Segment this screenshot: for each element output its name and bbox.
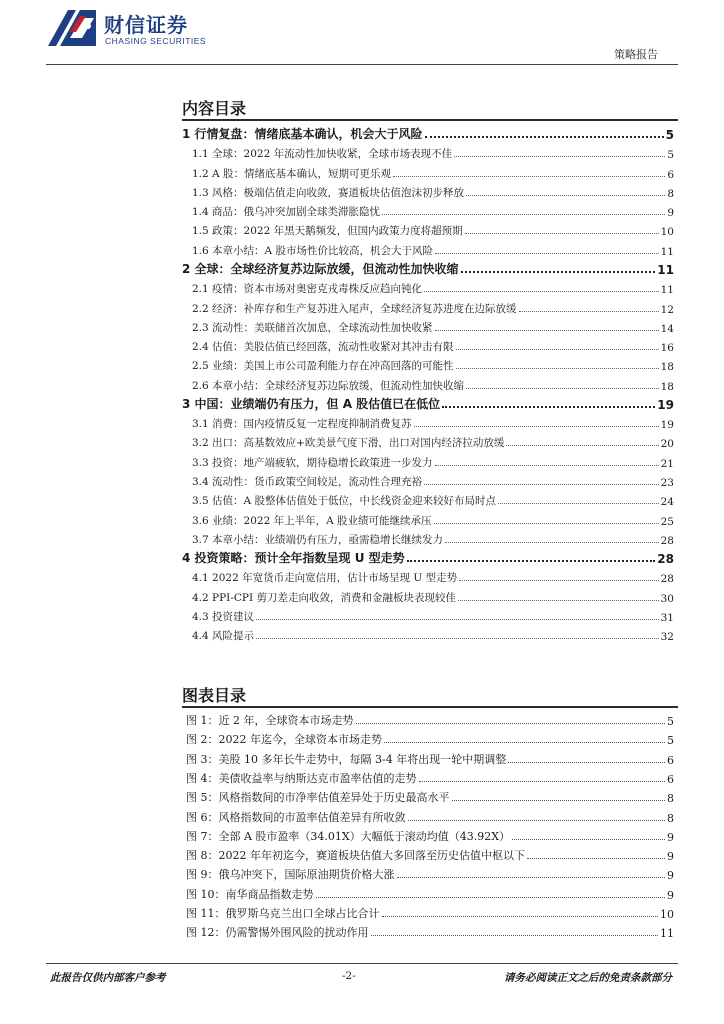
toc-entry-page: 21: [660, 457, 674, 470]
toc-section-entry[interactable]: [182, 182, 674, 200]
figure-entry-page: 9: [667, 830, 674, 844]
toc-entry-text: 3.7 本章小结：业绩端仍有压力，亟需稳增长继续发力: [192, 533, 444, 546]
figure-leader-dots: [397, 877, 666, 878]
figure-entry[interactable]: [186, 768, 674, 786]
page-number: -2-: [342, 970, 356, 982]
toc-entry-text: 2.5 业绩：美国上市公司盈利能力存在冲高回落的可能性: [192, 360, 454, 373]
toc-leader-dots: [498, 503, 659, 504]
toc-section-entry[interactable]: [182, 220, 674, 238]
company-name-cn: 财信证券: [104, 13, 188, 37]
toc-entry-text: 3.1 消费：国内疫情反复一定程度抑制消费复苏: [192, 418, 412, 431]
toc-entry-text: 4.2 PPI-CPI 剪刀差走向收敛，消费和金融板块表现较佳: [192, 591, 456, 604]
figure-entry[interactable]: [186, 864, 674, 882]
figure-leader-dots: [512, 839, 665, 840]
toc-chapter-entry[interactable]: [182, 259, 674, 277]
figure-leader-dots: [371, 935, 659, 936]
toc-entry-text: 3.3 投资：地产端疲软，期待稳增长政策进一步发力: [192, 456, 433, 469]
toc-section-entry[interactable]: [182, 587, 674, 605]
figures-title: 图表目录: [182, 686, 247, 705]
toc-chapter-entry[interactable]: [182, 394, 674, 412]
toc-leader-dots: [435, 330, 659, 331]
toc-entry-page: 12: [660, 303, 674, 316]
toc-entry-text: 2.1 疫情：资本市场对奥密克戎毒株反应趋向钝化: [192, 283, 423, 296]
toc-section-entry[interactable]: [182, 375, 674, 393]
toc-entry-page: 19: [657, 397, 674, 412]
toc-leader-dots: [519, 311, 659, 312]
toc-entry-page: 10: [660, 226, 674, 239]
toc-entry-text: 1.6 本章小结：A 股市场性价比较高，机会大于风险: [192, 244, 433, 257]
figure-entry[interactable]: [186, 749, 674, 767]
report-type-label: 策略报告: [614, 48, 658, 61]
figures-title-divider: [182, 706, 678, 708]
figure-entry-text: 图 10：南华商品指数走势: [186, 887, 314, 901]
toc-entry-page: 20: [660, 438, 674, 451]
chasing-securities-logo-icon: [46, 8, 98, 48]
toc-entry-page: 8: [667, 187, 674, 200]
toc-entry-page: 11: [660, 245, 674, 258]
figure-entry-page: 11: [660, 927, 674, 941]
page-header: [0, 0, 724, 70]
figure-leader-dots: [384, 742, 665, 743]
toc-leader-dots: [445, 542, 659, 543]
toc-entry-text: 2.4 估值：美股估值已经回落，流动性收紧对其冲击有限: [192, 341, 454, 354]
toc-leader-dots: [424, 291, 659, 292]
figure-leader-dots: [527, 858, 665, 859]
toc-leader-dots: [256, 619, 659, 620]
header-divider: [46, 64, 678, 65]
toc-entry-text: 1.2 A 股：情绪底基本确认，短期可更乐观: [192, 167, 391, 180]
toc-entry-text: 3.6 业绩：2022 年上半年，A 股业绩可能继续承压: [192, 514, 432, 527]
toc-section-entry[interactable]: [182, 413, 674, 431]
toc-entry-page: 9: [667, 207, 674, 220]
figure-leader-dots: [452, 800, 666, 801]
toc-leader-dots: [459, 580, 659, 581]
toc-section-entry[interactable]: [182, 317, 674, 335]
toc-entry-page: 31: [660, 612, 674, 624]
figure-entry-page: 8: [667, 792, 674, 806]
toc-entry-text: 2.2 经济：补库存和生产复苏进入尾声，全球经济复苏进度在边际放缓: [192, 302, 517, 315]
toc-leader-dots: [393, 176, 665, 177]
figure-entry-text: 图 5：风格指数间的市净率估值差异处于历史最高水平: [186, 791, 450, 805]
figure-entry[interactable]: [186, 845, 674, 863]
toc-leader-dots: [456, 368, 659, 369]
toc-section-entry[interactable]: [182, 336, 674, 354]
toc-leader-dots: [425, 136, 664, 138]
figure-leader-dots: [408, 820, 666, 821]
figure-entry[interactable]: [186, 884, 674, 902]
toc-section-entry[interactable]: [182, 278, 674, 296]
toc-entry-page: 19: [660, 419, 674, 432]
toc-entry-text: 4.3 投资建议: [192, 611, 255, 623]
toc-section-entry[interactable]: [182, 490, 674, 508]
figure-entry-text: 图 7：全部 A 股市盈率（34.01X）大幅低于滚动均值（43.92X）: [186, 829, 511, 843]
toc-leader-dots: [435, 465, 659, 466]
toc-leader-dots: [456, 349, 659, 350]
figure-entry[interactable]: [186, 807, 674, 825]
toc-section-entry[interactable]: [182, 240, 674, 258]
figure-entry[interactable]: [186, 922, 674, 940]
toc-section-entry[interactable]: [182, 143, 674, 161]
toc-entry-page: 11: [657, 262, 674, 277]
footer-notice: 请务必阅读正文之后的免责条款部分: [504, 972, 672, 984]
toc-entry-page: 6: [667, 168, 674, 181]
figure-entry-text: 图 1：近 2 年，全球资本市场走势: [186, 714, 354, 727]
toc-entry-page: 14: [660, 322, 674, 335]
toc-entry-page: 24: [660, 496, 674, 509]
toc-entry-text: 3.2 出口：高基数效应+欧美景气度下滑，出口对国内经济拉动放缓: [192, 437, 505, 450]
toc-entry-page: 30: [660, 592, 674, 605]
toc-leader-dots: [461, 271, 656, 273]
figure-entry-text: 图 4：美债收益率与纳斯达克市盈率估值的走势: [186, 771, 417, 785]
toc-leader-dots: [256, 638, 659, 639]
footer-disclaimer: 此报告仅供内部客户参考: [50, 972, 166, 984]
figure-entry-page: 8: [667, 811, 674, 825]
toc-chapter-entry[interactable]: [182, 124, 674, 142]
toc-leader-dots: [458, 600, 659, 601]
toc-leader-dots: [434, 523, 659, 524]
toc-entry-text: 2.6 本章小结：全球经济复苏边际放缓，但流动性加快收缩: [192, 379, 465, 392]
toc-entry-page: 11: [660, 284, 674, 297]
toc-entry-page: 28: [660, 534, 674, 547]
toc-entry-text: 1.5 政策：2022 年黑天鹅频发，但国内政策力度将超预期: [192, 225, 463, 238]
toc-leader-dots: [414, 426, 659, 427]
toc-entry-text: 4.1 2022 年宽货币走向宽信用，估计市场呈现 U 型走势: [192, 572, 458, 585]
toc-leader-dots: [424, 484, 659, 485]
figure-entry-page: 6: [667, 772, 674, 786]
toc-section-entry[interactable]: [182, 201, 674, 219]
toc-entry-text: 4 投资策略：预计全年指数呈现 U 型走势: [182, 551, 405, 566]
figure-leader-dots: [316, 897, 666, 898]
toc-section-entry[interactable]: [182, 625, 674, 643]
toc-section-entry[interactable]: [182, 567, 674, 585]
company-name-en: CHASING SECURITIES: [105, 36, 207, 46]
figure-entry[interactable]: [186, 787, 674, 805]
toc-section-entry[interactable]: [182, 163, 674, 181]
figure-entry[interactable]: [186, 903, 674, 921]
figure-entry-page: 5: [667, 734, 674, 748]
toc-entry-page: 5: [665, 128, 674, 142]
toc-section-entry[interactable]: [182, 452, 674, 470]
toc-entry-text: 2.3 流动性：美联储首次加息，全球流动性加快收紧: [192, 321, 433, 334]
figure-leader-dots: [419, 781, 666, 782]
toc-leader-dots: [466, 388, 659, 389]
toc-entry-page: 28: [657, 552, 674, 567]
figure-leader-dots: [382, 916, 659, 917]
toc-title-divider: [182, 119, 678, 121]
toc-entry-text: 3.4 流动性：货币政策空间较足，流动性合理充裕: [192, 476, 423, 489]
figure-entry-text: 图 12：仍需警惕外围风险的扰动作用: [186, 926, 369, 940]
figure-entry[interactable]: [186, 729, 674, 747]
toc-entry-text: 1.4 商品：俄乌冲突加剧全球类滞胀隐忧: [192, 206, 381, 219]
toc-leader-dots: [407, 560, 656, 562]
figure-entry[interactable]: [186, 710, 674, 728]
toc-entry-text: 1.3 风格：极端估值走向收敛，赛道板块估值泡沫初步释放: [192, 186, 465, 199]
toc-entry-text: 4.4 风险提示: [192, 630, 255, 643]
figure-entry-page: 9: [667, 869, 674, 883]
toc-entry-text: 1 行情复盘：情绪底基本确认，机会大于风险: [182, 127, 423, 141]
toc-leader-dots: [382, 214, 665, 215]
toc-entry-text: 3.5 估值：A 股整体估值处于低位，中长线资金迎来较好布局时点: [192, 495, 496, 508]
toc-title: 内容目录: [182, 99, 247, 118]
toc-leader-dots: [466, 195, 665, 196]
toc-entry-page: 18: [660, 380, 674, 393]
toc-leader-dots: [454, 156, 665, 157]
figure-entry-page: 9: [667, 850, 674, 864]
figure-entry[interactable]: [186, 826, 674, 844]
figure-entry-page: 5: [667, 715, 674, 728]
figure-entry-text: 图 6：风格指数间的市盈率估值差异有所收敛: [186, 810, 406, 824]
toc-entry-text: 2 全球：全球经济复苏边际放缓，但流动性加快收缩: [182, 261, 459, 276]
figure-entry-page: 10: [660, 908, 674, 921]
toc-section-entry[interactable]: [182, 606, 674, 624]
figure-entry-text: 图 8：2022 年年初迄今，赛道板块估值大多回落至历史估值中枢以下: [186, 849, 525, 863]
toc-section-entry[interactable]: [182, 471, 674, 489]
toc-section-entry[interactable]: [182, 298, 674, 316]
toc-entry-page: 23: [660, 477, 674, 490]
toc-chapter-entry[interactable]: [182, 548, 674, 566]
figure-entry-text: 图 3：美股 10 多年长牛走势中，每隔 3-4 年将出现一轮中期调整: [186, 752, 507, 766]
toc-entry-page: 32: [660, 631, 674, 644]
figure-leader-dots: [508, 762, 665, 763]
toc-entry-text: 1.1 全球：2022 年流动性加快收紧，全球市场表现不佳: [192, 148, 453, 161]
figure-entry-page: 9: [667, 888, 674, 902]
toc-entry-page: 18: [660, 361, 674, 374]
toc-entry-page: 16: [660, 342, 674, 355]
toc-section-entry[interactable]: [182, 529, 674, 547]
toc-entry-page: 5: [667, 149, 674, 162]
toc-leader-dots: [435, 253, 659, 254]
figure-entry-page: 6: [667, 753, 674, 767]
toc-leader-dots: [442, 406, 655, 408]
toc-entry-text: 3 中国：业绩端仍有压力，但 A 股估值已在低位: [182, 396, 441, 411]
footer-divider: [46, 963, 678, 964]
toc-section-entry[interactable]: [182, 355, 674, 373]
toc-leader-dots: [465, 233, 659, 234]
figure-entry-text: 图 11：俄罗斯乌克兰出口全球占比合计: [186, 907, 380, 920]
figure-entry-text: 图 9：俄乌冲突下，国际原油期货价格大涨: [186, 868, 395, 882]
toc-section-entry[interactable]: [182, 432, 674, 450]
toc-section-entry[interactable]: [182, 510, 674, 528]
figure-entry-text: 图 2：2022 年迄今，全球资本市场走势: [186, 733, 382, 747]
figure-leader-dots: [356, 723, 666, 724]
toc-entry-page: 28: [660, 573, 674, 586]
toc-entry-page: 25: [660, 515, 674, 528]
toc-leader-dots: [506, 445, 658, 446]
